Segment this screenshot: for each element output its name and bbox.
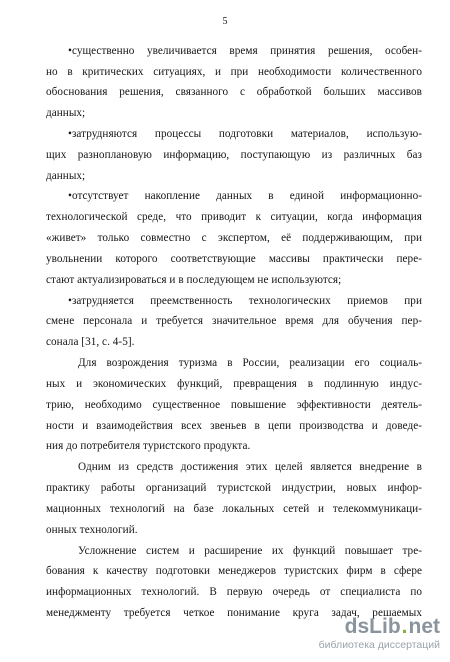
text-line: «живет» только совместно с экспертом, её поддерживающим, при <box>46 232 422 244</box>
text-line: данных; <box>46 107 86 119</box>
text-line: сонала [31, с. 4-5]. <box>46 336 135 348</box>
text-line: технологической среде, что приводит к ситуации, когда информация <box>46 211 422 223</box>
text-line: •отсутствует накопление данных в единой информационно- <box>68 190 422 202</box>
logo-dot: . <box>401 615 408 638</box>
text-line: ных и экономических функций, превращения в подлинную индус- <box>46 378 422 390</box>
text-line: ния до потребителя туристского продукта. <box>46 440 251 452</box>
text-line: данных; <box>46 170 86 182</box>
logo-text-left: dsLib <box>344 615 401 638</box>
text-line: онных технологий. <box>46 524 138 536</box>
logo-text-right: net <box>408 615 440 638</box>
text-line: практику работы организаций туристской индустрии, новых инфор- <box>46 482 422 494</box>
text-line: Усложнение систем и расширение их функций повышает тре- <box>78 545 422 557</box>
text-line: •существенно увеличивается время принятия решения, особен- <box>68 45 422 57</box>
text-line: обоснования решения, связанного с обработкой больших массивов <box>46 86 422 98</box>
text-line: информационных технологий. В первую очередь от специалиста по <box>46 586 422 598</box>
text-line: •затрудняется преемственность технологических приемов при <box>68 295 422 307</box>
text-line: но в критических ситуациях, и при необходимости количественного <box>46 66 422 78</box>
text-line: увольнении которого соответствующие массивы практически пере- <box>46 253 422 265</box>
text-line: бования к качеству подготовки менеджеров туристских фирм в сфере <box>46 565 422 577</box>
text-line: •затрудняются процессы подготовки материалов, использую- <box>68 128 422 140</box>
text-line: менеджменту требуется четкое понимание круга задач, решаемых <box>46 607 422 619</box>
text-line: Одним из средств достижения этих целей является внедрение в <box>78 461 422 473</box>
text-line: стают актуализироваться и в последующем не используются; <box>46 274 342 286</box>
text-line: мационных технологий на базе локальных сетей и телекоммуникаци- <box>46 503 422 515</box>
text-line: ности и взаимодействия всех звеньев в цепи производства и доведе- <box>46 420 422 432</box>
page-number: 5 <box>222 16 228 27</box>
dslib-watermark <box>310 616 440 651</box>
text-line: Для возрождения туризма в России, реализации его социаль- <box>78 357 422 369</box>
text-line: смене персонала и требуется значительное время для обучения пер- <box>46 315 422 327</box>
dslib-logo <box>310 616 440 638</box>
watermark-subtitle: библиотека диссертаций <box>318 639 440 651</box>
text-line: трию, необходимо существенное повышение эффективности деятель- <box>46 399 422 411</box>
text-line: щих разноплановую информацию, поступающую из различных баз <box>46 149 422 161</box>
